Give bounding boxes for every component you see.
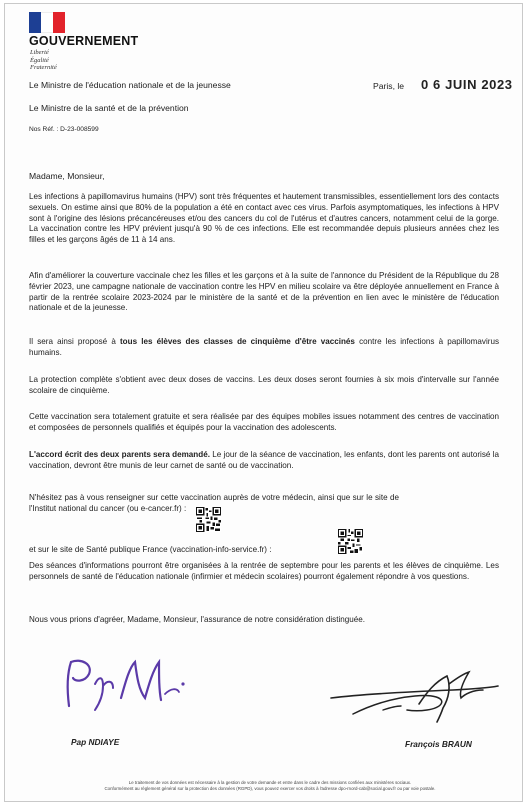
paragraph-info-sources: N'hésitez pas à vous renseigner sur cette vaccination auprès de votre médecin, ainsi que sur le site de l'Institut national du cancer (ou e-cancer.fr) :: [29, 493, 399, 513]
paragraph-hpv-intro: Les infections à papillomavirus humains (HPV) sont très fréquentes et hautement transmissibles, essentiellement lors des contacts sexuels. On estime ainsi que 80% de la population a été en contact avec ces virus. Parfois asymptomatiques, les infections à HPV sont à l'origine des lésions précancéreuses et/ou des cancers du col de l'utérus et d'autres cancers, notamment celui de la gorge. La vaccination contre les HPV prévient jusqu'à 90 % de ces infections. Elle est recommandée depuis plusieurs années chez les filles et les garçons âgés de 11 à 14 ans.: [29, 192, 499, 245]
paragraph-closing: Nous vous prions d'agréer, Madame, Monsieur, l'assurance de notre considération distinguée.: [29, 615, 366, 624]
motto-fraternite: Fraternité: [30, 64, 57, 71]
paragraph-info-sessions: Des séances d'informations pourront être organisées à la rentrée de septembre pour les parents et les élèves de cinquième. Les personnels de santé de l'éducation nationale (infirmier et médecin scolaires) pourront également répondre à vos questions.: [29, 561, 499, 581]
sender-minister-health: Le Ministre de la santé et de la prévention: [29, 103, 189, 113]
government-label: GOUVERNEMENT: [29, 34, 139, 48]
motto: [30, 49, 57, 72]
reference-number: Nos Réf. : D-23-008599: [29, 126, 99, 133]
footer-gdpr-notice: [45, 780, 495, 792]
paragraph-sante-publique: et sur le site de Santé publique France (vaccination-info-service.fr) :: [29, 545, 272, 554]
paragraph-parental-consent: L'accord écrit des deux parents sera demandé. Le jour de la séance de vaccination, les enfants, dont les parents ont autorisé la vaccination, devront être munis de leur carnet de santé ou de vaccination.: [29, 450, 499, 470]
qr-code-e-cancer[interactable]: [196, 507, 221, 532]
french-flag-icon: [29, 12, 65, 33]
footer-line-1: Le traitement de vos données est nécessaire à la gestion de votre demande et entre dans le cadre des missions confiées aux ministères sociaux.: [128, 780, 412, 785]
letter-page: [4, 3, 523, 802]
signatory-left: Pap NDIAYE: [71, 737, 120, 747]
sender-minister-education: Le Ministre de l'éducation nationale et de la jeunesse: [29, 80, 231, 90]
paragraph-free-vaccination: Cette vaccination sera totalement gratuite et sera réalisée par des équipes mobiles issues notamment des centres de vaccination et composées de personnels qualifiés et équipés pour la vaccination des adolescents.: [29, 412, 499, 432]
signatory-right: François BRAUN: [405, 739, 472, 749]
motto-liberte: Liberté: [30, 49, 49, 56]
salutation: Madame, Monsieur,: [29, 171, 105, 181]
dateline-place: Paris, le: [373, 81, 405, 91]
qr-code-vaccination-info-service[interactable]: [338, 529, 363, 554]
paragraph-doses: La protection complète s'obtient avec deux doses de vaccins. Les deux doses seront fournies à six mois d'intervalle sur l'année scolaire de cinquième.: [29, 375, 499, 395]
signature-francois-braun: [323, 664, 503, 724]
paragraph-proposal: Il sera ainsi proposé à tous les élèves des classes de cinquième d'être vaccinés contre les infections à papillomavirus humains.: [29, 337, 499, 357]
paragraph-campaign: Afin d'améliorer la couverture vaccinale chez les filles et les garçons et à la suite de l'annonce du Président de la République du 28 février 2023, une campagne nationale de vaccination contre les HPV en milieu scolaire va être déployée annuellement en France à partir de la rentrée scolaire 2023-2024 par le ministère de la santé et de la prévention en lien avec le ministère de l'éducation nationale et de la jeunesse.: [29, 271, 499, 313]
signature-pap-ndiaye: [55, 654, 195, 714]
dateline-date: 0 6 JUIN 2023: [421, 77, 513, 92]
motto-egalite: Égalité: [30, 56, 49, 64]
footer-line-2: Conformément au règlement général sur la protection des données (RGPD), vous pouvez exercer vos droits à l'adresse dpo-rnord-cab@social.gouv.fr ou par voie postale.: [104, 786, 436, 791]
